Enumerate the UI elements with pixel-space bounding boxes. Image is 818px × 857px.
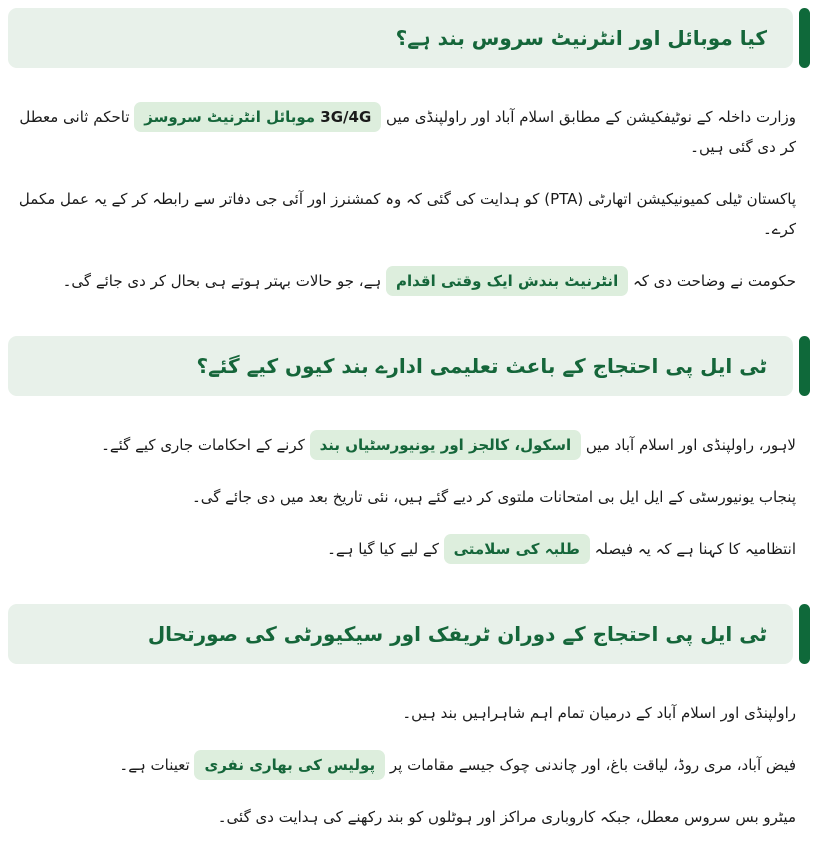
paragraph [8, 534, 810, 564]
section-accent-bar [799, 8, 810, 68]
paragraph-text: ہے، جو حالات بہتر ہوتے ہی بحال کر دی جائے گی۔ [62, 272, 386, 290]
section-accent-bar [799, 604, 810, 664]
highlighted-phrase [386, 266, 628, 296]
paragraph-text: تعینات ہے۔ [119, 756, 195, 774]
paragraph-text: کے لیے کیا گیا ہے۔ [327, 540, 444, 558]
paragraph [8, 698, 810, 728]
section-header-bar [8, 8, 793, 68]
section-title: ٹی ایل پی احتجاج کے دوران ٹریفک اور سیکیورٹی کی صورتحال [147, 622, 767, 646]
section [8, 8, 810, 296]
highlighted-phrase [444, 534, 590, 564]
section [8, 336, 810, 564]
section-header [8, 604, 810, 664]
highlighted-phrase [194, 750, 385, 780]
section-header-bar [8, 604, 793, 664]
section-header [8, 336, 810, 396]
section-paragraphs [8, 698, 810, 832]
paragraph-text: راولپنڈی اور اسلام آباد کے درمیان تمام اہم شاہراہیں بند ہیں۔ [402, 704, 796, 722]
paragraph-text: انتظامیہ کا کہنا ہے کہ یہ فیصلہ [589, 540, 796, 558]
section-accent-bar [799, 336, 810, 396]
paragraph-text: پاکستان ٹیلی کمیونیکیشن اتھارٹی (PTA) کو ہدایت کی گئی کہ وہ کمشنرز اور آئی جی دفاتر سے رابطہ کر کے یہ عمل مکمل کرے۔ [18, 190, 796, 238]
paragraph [8, 482, 810, 512]
paragraph-text: کرنے کے احکامات جاری کیے گئے۔ [101, 436, 310, 454]
highlighted-phrase [134, 102, 381, 132]
paragraph-text: تاحکم ثانی معطل کر دی گئی ہیں۔ [19, 108, 796, 156]
paragraph-text: لاہور، راولپنڈی اور اسلام آباد میں [581, 436, 796, 454]
highlighted-urdu-text: انٹرنیٹ بندش ایک وقتی اقدام [396, 272, 619, 290]
paragraph [8, 184, 810, 244]
section-paragraphs [8, 102, 810, 296]
highlighted-phrase [310, 430, 582, 460]
paragraph-text: فیض آباد، مری روڈ، لیاقت باغ، اور چاندنی چوک جیسے مقامات پر [385, 756, 796, 774]
section-header [8, 8, 810, 68]
paragraph [8, 102, 810, 162]
paragraph [8, 430, 810, 460]
paragraph-text: پنجاب یونیورسٹی کے ایل ایل بی امتحانات ملتوی کر دیے گئے ہیں، نئی تاریخ بعد میں دی جائے گی۔ [191, 488, 796, 506]
section-header-bar [8, 336, 793, 396]
section-title: کیا موبائل اور انٹرنیٹ سروس بند ہے؟ [395, 26, 767, 50]
section-title: ٹی ایل پی احتجاج کے باعث تعلیمی ادارے بند کیوں کیے گئے؟ [196, 354, 767, 378]
highlighted-urdu-text: طلبہ کی سلامتی [453, 540, 580, 558]
highlighted-latin-text: 3G/4G [320, 108, 372, 126]
section-paragraphs [8, 430, 810, 564]
paragraph-text: وزارت داخلہ کے نوٹیفکیشن کے مطابق اسلام آباد اور راولپنڈی میں [381, 108, 796, 126]
paragraph [8, 802, 810, 832]
paragraph-text: حکومت نے وضاحت دی کہ [628, 272, 796, 290]
paragraph [8, 750, 810, 780]
paragraph-text: میٹرو بس سروس معطل، جبکہ کاروباری مراکز اور ہوٹلوں کو بند رکھنے کی ہدایت دی گئی۔ [217, 808, 796, 826]
highlighted-urdu-text: پولیس کی بھاری نفری [204, 756, 376, 774]
highlighted-urdu-text: موبائل انٹرنیٹ سروسز [144, 108, 321, 126]
paragraph [8, 266, 810, 296]
section [8, 604, 810, 832]
highlighted-urdu-text: اسکول، کالجز اور یونیورسٹیاں بند [319, 436, 572, 454]
